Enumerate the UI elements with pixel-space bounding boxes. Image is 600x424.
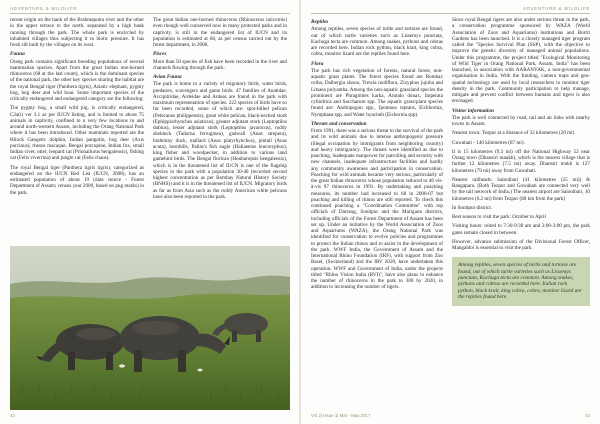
body-paragraph: Guwahati - 140 kilometres (87 mi). (452, 139, 525, 146)
body-paragraph: In Sonitpur district. (452, 204, 493, 211)
body-paragraph: The park has rich vegetation of forests, natural forest, non-aquatic grass plants. The forest species found are Bombax ceiba, Dalbergia sissoo, Trewia nudiflora, Zizyphus jujuba and Litsaea polyantha. Among the non-aquatic grassland species the prominent are Phragmites karka, Arundo donax, Imperata cylindrica and Saccharum spp. The aquatic grass/plant species found are: Andropogon spp., Ipomoea reptans, Eichhornia, Nymphaea spp. and Water hyacinth (Eichornia spp). (311, 67, 443, 118)
body-paragraph: Among reptiles, seven species of turtle and tortoise are found, out of which turtle varieties such as Lissemys punctata, Kachuga tecta are common. Among snakes, pythons and cobras are recorded here. Indian rock python, black krait, king cobra, cobra, monitor lizard are the reptiles found here. (311, 26, 443, 58)
body-paragraph: Nearest railheads: Salonibari (41 kilometres (25 mi)) & Rangapara. (Both Tezpur and Guwahati are connected very well by the rail network of India.) The nearest airport are Salonibari, 10 kilometres (6.2 mi) from Tezpur (80 km from the park) (452, 176, 590, 202)
body-paragraph: Orang park contains significant breeding populations of several mammalian species. Apart from the great Indian one-horned rhinoceros (68 at the last count), which is the dominant species of the national park, the other key species sharing the habitat are the royal Bengal tiger (Panthera tigris), Asiatic elephant, pygmy hog, hog deer and wild boar. Some important species of the critically endangered and endangered category are the following: (10, 58, 144, 102)
body-paragraph: The pygmy hog, a small wild pig, is critically endangered, C2a(i) ver 3.1 as per IUCN listing, and is limited to about 75 animals in captivity, confined to a very few locations in and around north-western Assam, including the Orang National Park where it has been introduced. Other mammals reported are the Hilock Gangetic dolphin, Indian pangolin, hog deer (Axis porcinus), rhesus macaque, Bengal porcupine, Indian fox, small Indian civet, otter, leopard cat (Prionailurus bengalensis), fishing cat (Felis viverrina) and jungle cat (Felis chaus). (10, 105, 144, 162)
body-paragraph: The royal Bengal tiger (Panthera tigris tigris), categorized as endangered on the IUCN Red List (IUCN, 2008), has an estimated population of about 19 (data source - Forest Department of Assam; census year 2000, based on pug marks) in the park. (10, 164, 144, 196)
body-paragraph: recent origin on the bank of the Brahmaputra river and the other in the upper terrace to the north, separated by a high bank running through the park. The whole park is encircled by inhabited villages thus subjecting it to biotic pressure. It has fresh silt built by the villages on its west. (10, 17, 144, 48)
section-heading: Reptiles (311, 19, 329, 25)
section-heading: Flora (311, 60, 324, 67)
right-column-2 (452, 17, 590, 306)
left-column-2 (153, 17, 287, 203)
rhinoceros-photo (10, 246, 290, 410)
left-column-1 (10, 17, 144, 199)
body-paragraph: Since royal Bengal tigers are also under serious threat in the park, a conservation programme sponsored by WAZA (World Association of Zoos and Aquariums) institutions and Burrit Gardens has been launched. It is a closely managed tiger program called the "Species Survival Plan (SSP), with the objective to improve the genetic diversity of managed animal populations. Under this programme, the project titled "Ecological Monitoring of Wild Tiger in Orang National Park, Assam, India" has been launched, in association with AARANYAK, a non-governmental organisation in India. With the funding, camera traps and geo-spatial technology are used by local researchers to monitor tiger density in the park. Community participation to help manage, mitigate and prevent conflict between humans and tigers is also envisaged. (452, 17, 590, 105)
body-paragraph: Visiting hours: reited to 7:30-9:30 am and 2:00-3:00 pm, the park gates remain closed in between. (452, 223, 590, 236)
right-page (301, 0, 600, 424)
body-paragraph: However, advance submission of the Divisional Forest Officer, Mangaldoi is essential to visit the park. (452, 238, 590, 251)
body-paragraph: More than 50 species of fish have been recorded in the river and channels flowing through the park. (153, 58, 287, 71)
body-paragraph: The park is home to a variety of migratory birds, water birds, predators, scavengers and game birds. 47 families of Anatidae, Accipitridae, Ardeidae and Ardeas are found in the park with maximum representation of species. 222 species of birds have so far been recorded, some of which are: spot-billed pelican (Pelecanus philippensis), great white pelican, black-necked stork (Ephippiorhynchus asiaticus), greater adjutant stork (Leptoptilos dubius), lesser adjutant stork (Leptoptilos javanicus), ruddy shelduck (Tadorna ferruginea), gadwall (Anas strepera), brahminy duck, mallard (Anas platyrhynchos), pintail (Anas acuta), hornbills, Pallas's fish eagle (Haliaeetus leucoryphus), king fisher and woodpecker, in addition to various land gamebird birds. The Bengal florican (Houbaropsis bengalensis), which is in the threatened list of IUCN is one of the flagship species in the park with a population 30-40 (recorded second highest concentration as per Bombay Natural History Society (BNHS)) and it is in the threatened list of IUCN. Migratory birds as far as from Asia such as the ruddy American white pelicans have also been reported in the park. (153, 81, 287, 200)
body-paragraph: From 1991, there was a serious threat to the survival of the park and its wild animals due to intense anthropogenic pressure (illegal occupation by immigrants from neighboring country) and heavy immigrancy. The threats were identified as due to poaching, inadequate manpower for patrolling and security with new channels, inadequate infrastructure facilities and hardly any community awareness and participation in conservation. Poaching for wild animals became very serious, particularly of the great Indian rhinoceros whose population reduced to 46 vis-à-vis 97 rhinoceros in 1991. By undertaking anti poaching measures, its number had increased to 68 in 2006-07 but poaching and killing of rhinos are still reported. To check this continued poaching a "Coordination Committee" with top officials of Darrang, Sonitpur and the Marigaon districts, including officials of the Forest Department of Assam has been set up. Under an initiative by the World Association of Zoos and Aquariums (WAZA), the Orang National Park was identified for conservation to evolve policies and programmes to protect the Indian rhinos and to assist in the development of the park. WWF India, the Government of Assam and the International Rhino Foundation (IRF), with support from Zoo Basel, (Switzerland) and the IRV 2020, have undertaken this operation. WWF and Government of India, under the projects titled "Rhino Vision India (RVI)", have also plans to enhance the number of rhinoceros in the park to 300 by 2020, in addition to increasing the number of tigers. (311, 128, 443, 291)
header-rule (311, 13, 590, 14)
page-number: 43 (585, 413, 590, 418)
page-number: 42 (10, 413, 15, 418)
pull-quote: Among reptiles, seven species of turtle and tortoise are found, out of which turtle varieties such as Lissemys punctata, Kachuga tecta are common. Among snakes, pythons and cobras are recorded here. Indian rock python, black krait, king cobra, cobra, monitor lizard are the reptiles found here. (452, 257, 590, 305)
body-paragraph: Nearest town: Tezpur at a distance of 32 kilometres (20 mi) (452, 130, 575, 137)
body-paragraph: The park is well connected by road, rail and air links with nearby towns in Assam. (452, 114, 590, 127)
header-rule (10, 13, 290, 14)
running-head: ADVENTURE & WILDLIFE (522, 6, 590, 11)
body-paragraph: It is 15 kilometres (9.3 mi) off the National Highway 52 near Orang town (Dhansiri maukh), which is the nearest village that is further 12 kilometres (7.5 mi) away. Dhansiri mukh is 127 kilometres (79 mi) away from Guwahati. (452, 148, 590, 174)
section-heading: Threats and conservation (311, 120, 367, 127)
issue-info: Vol 2| Issue 1| Mar - May 2017 (311, 413, 371, 418)
section-heading: Avian Fauna (153, 74, 182, 80)
body-paragraph: Best season to visit the park: October to April (452, 214, 546, 220)
section-heading: Fauna (10, 51, 25, 58)
right-column-1 (311, 17, 443, 294)
body-paragraph: The great Indian one-horned rhinoceros (Rhinoceros unicornis) even though well conserved now in many protected parks and in captivity, is still in the endangered list of IUCN and its population is estimated at 68, as per census carried out by the forest department, in 2006. (153, 17, 287, 48)
photo-illustration (10, 246, 290, 410)
section-heading: Visitor information (452, 107, 494, 114)
running-head: ADVENTURE & WILDLIFE (10, 6, 78, 11)
section-heading: Pisces (153, 51, 167, 58)
